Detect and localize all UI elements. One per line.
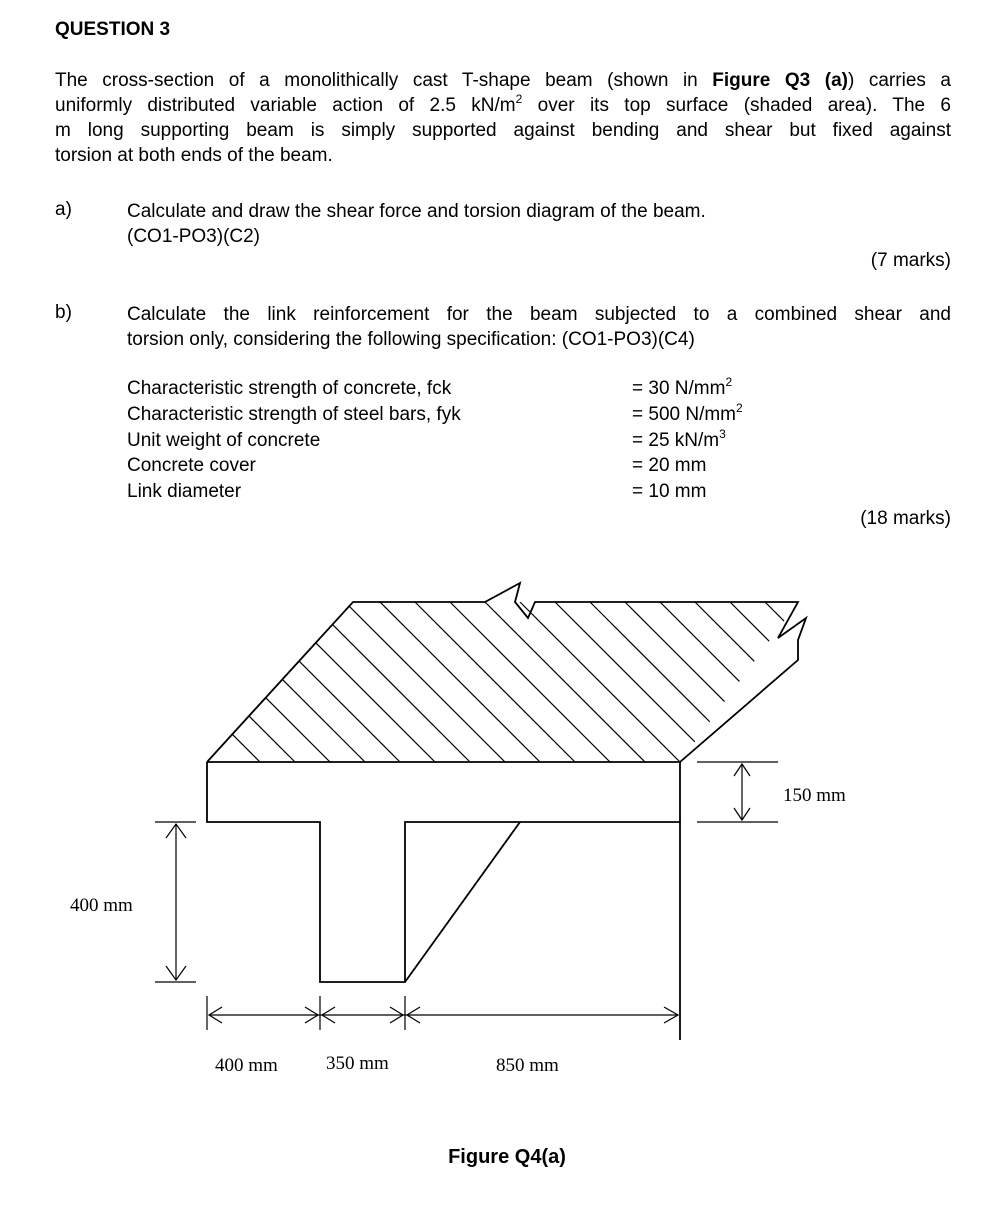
intro-line-1: The cross-section of a monolithically cast T-shape beam (shown in Figure Q3 (a)) carries a xyxy=(55,70,951,91)
intro-line-2: uniformly distributed variable action of 2.5 $kN/m^2$ over its top surface (shaded area). The 6 xyxy=(55,91,951,116)
part-b-label: b) xyxy=(55,302,72,323)
spec-value: = 30 $N/mm^2$ xyxy=(632,374,733,399)
spec-label: Characteristic strength of steel bars, fyk xyxy=(127,404,461,425)
figure-reference: Figure Q3 (a) xyxy=(712,70,848,91)
top-surface-hatching xyxy=(100,602,925,762)
width-dimension-chain xyxy=(207,996,678,1030)
spec-label: Concrete cover xyxy=(127,455,256,476)
part-b-text: Calculate the link reinforcement for the beam subjected to a combined shear and torsion only, considering the following specification: (CO1-PO3)(C4) xyxy=(127,304,951,350)
part-a-text: Calculate and draw the shear force and torsion diagram of the beam. (CO1-PO3)(C2) xyxy=(127,201,706,247)
spec-value: = 500 $N/mm^2$ xyxy=(632,400,743,425)
part-b-marks: (18 marks) xyxy=(860,508,951,529)
spec-label: Characteristic strength of concrete, fck xyxy=(127,378,452,399)
web-width-label: 350 mm xyxy=(326,1053,389,1074)
part-a-marks: (7 marks) xyxy=(870,250,951,271)
total-depth-dimension xyxy=(155,822,196,982)
t-beam-outline xyxy=(207,583,806,1040)
spec-value: = 25 $kN/m^3$ xyxy=(632,426,726,451)
spec-value: = 20 mm xyxy=(632,455,707,476)
part-a-label: a) xyxy=(55,199,72,220)
intro-line-3: m long supporting beam is simply supported against bending and shear but fixed against xyxy=(55,120,951,141)
intro-line-4: torsion at both ends of the beam. xyxy=(55,145,333,166)
flange-thickness-dimension xyxy=(697,762,778,822)
question-heading: QUESTION 3 xyxy=(55,19,171,40)
flange-thickness-label: 150 mm xyxy=(783,785,846,806)
right-overhang-label: 850 mm xyxy=(496,1055,559,1076)
spec-label: Unit weight of concrete xyxy=(127,430,321,451)
left-overhang-label: 400 mm xyxy=(215,1055,278,1076)
figure-caption: Figure Q4(a) xyxy=(448,1146,566,1168)
total-depth-label: 400 mm xyxy=(70,895,133,916)
spec-label: Link diameter xyxy=(127,481,242,502)
spec-value: = 10 mm xyxy=(632,481,707,502)
